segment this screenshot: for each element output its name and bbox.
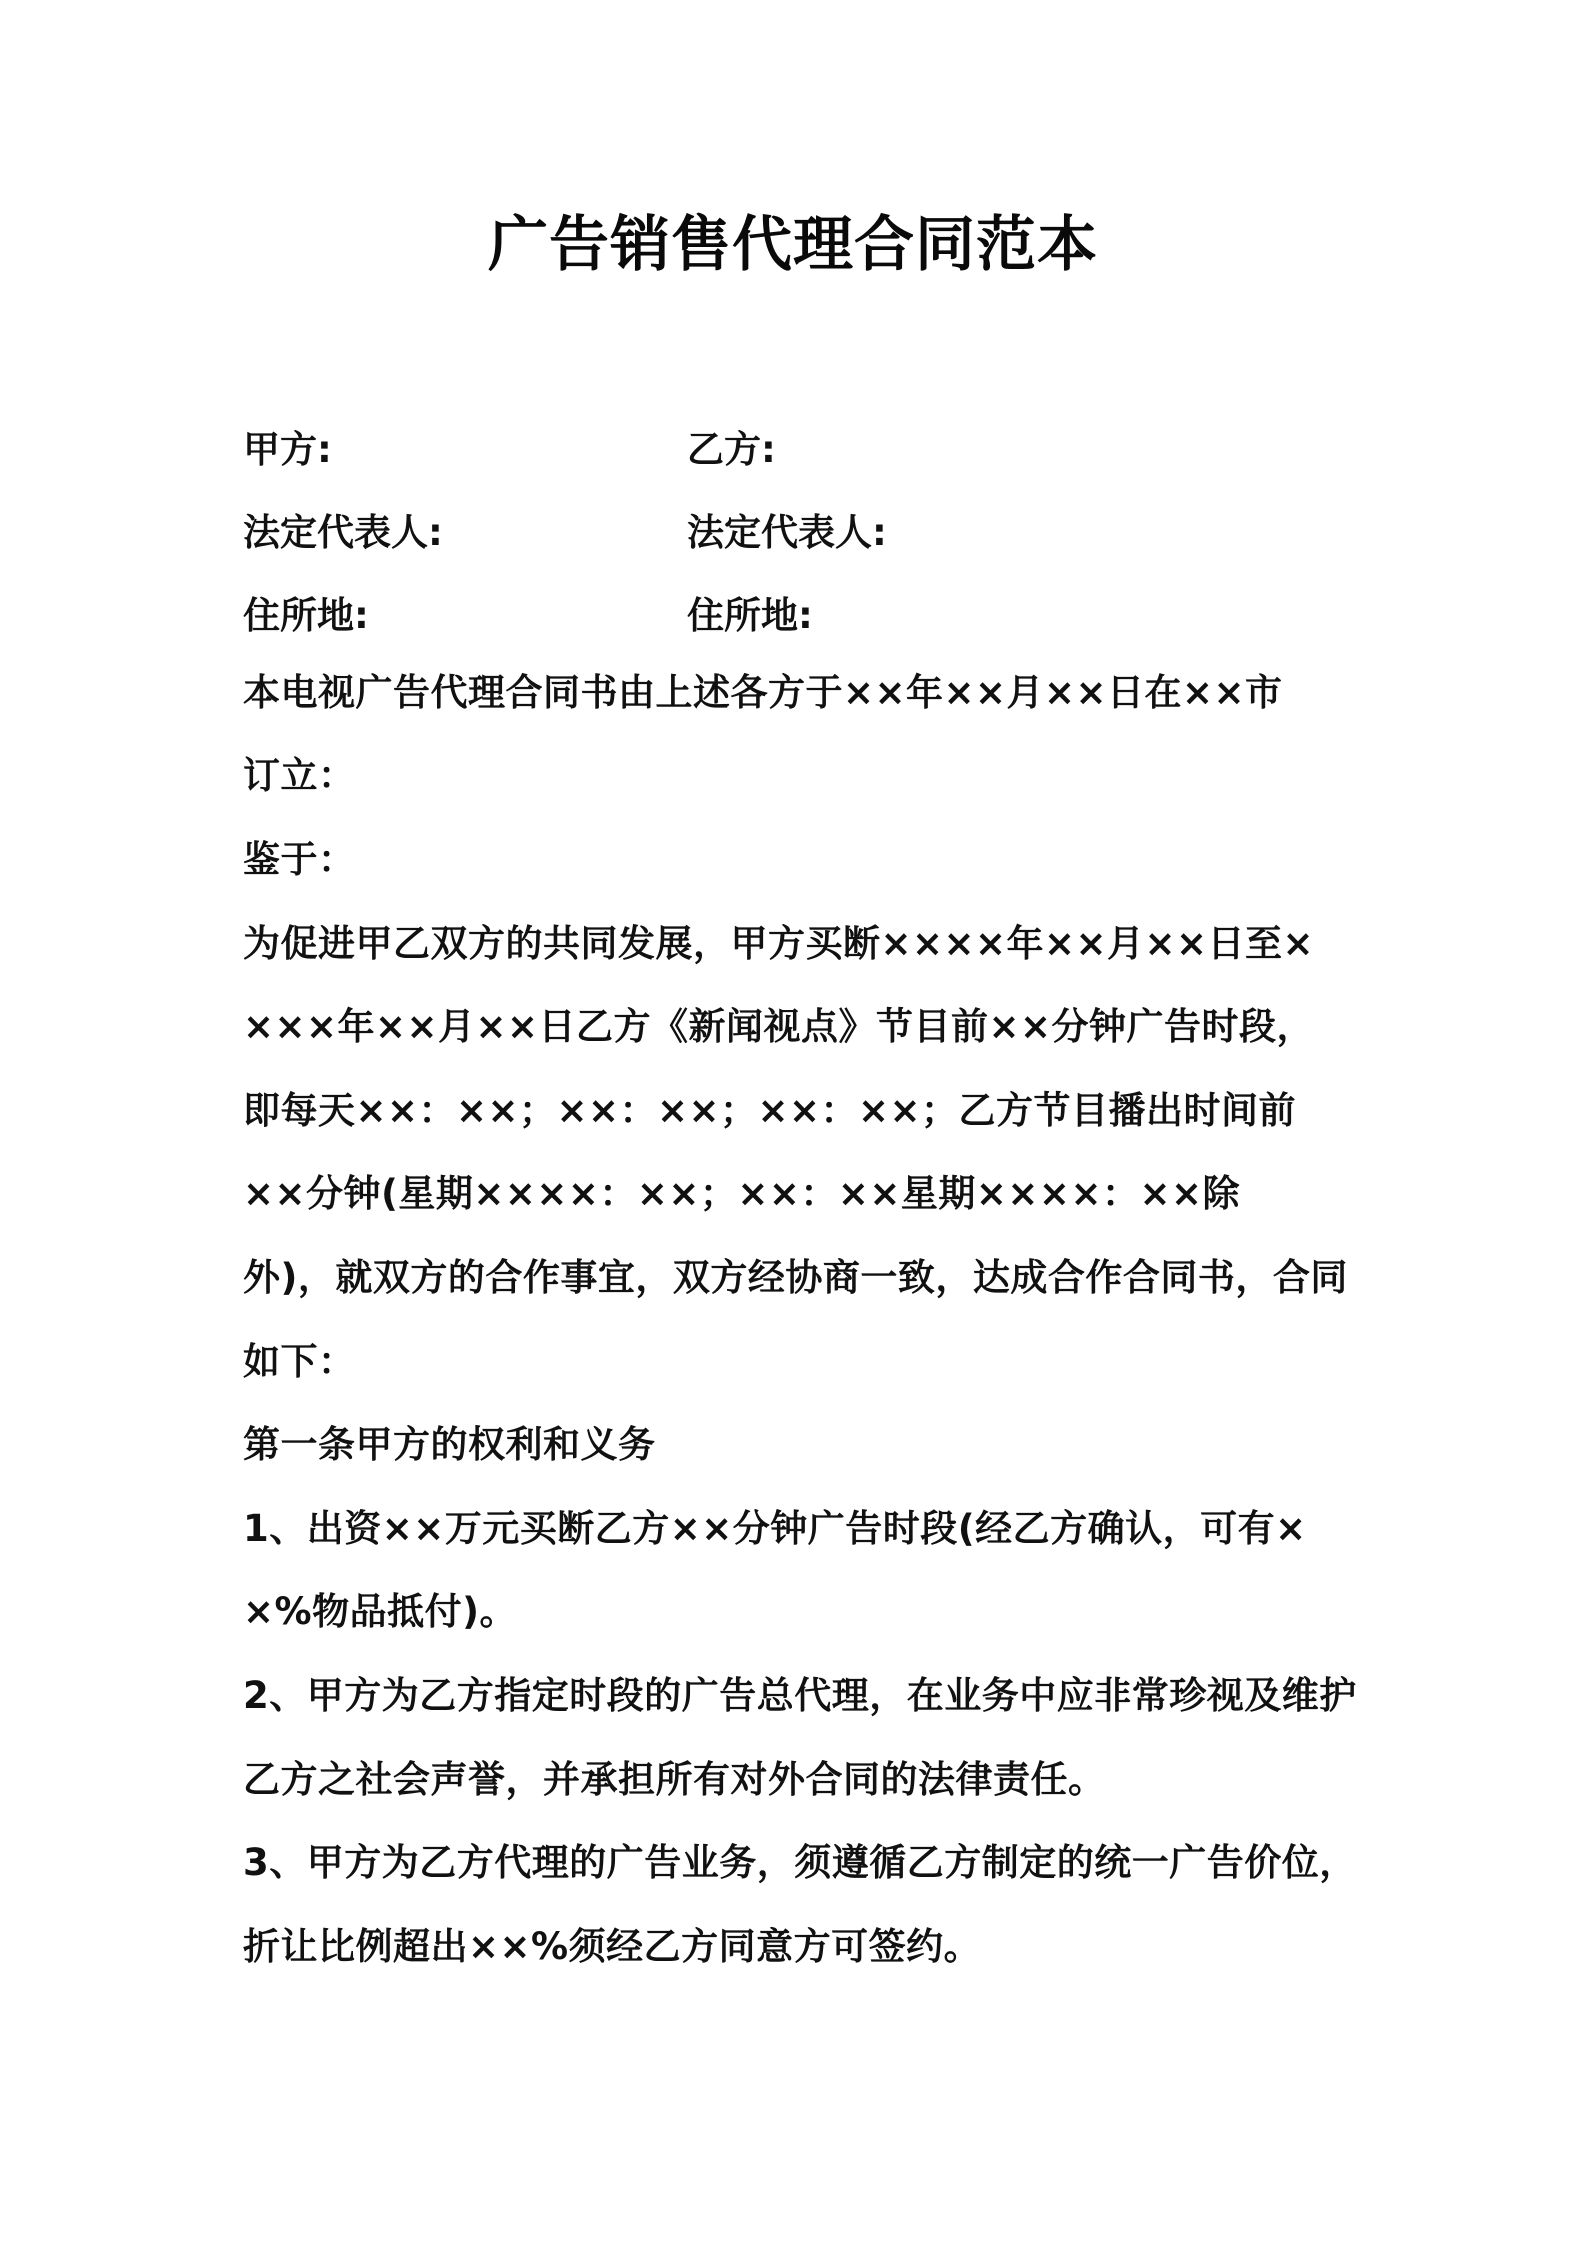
text-line: 外)，就双方的合作事宜，双方经协商一致，达成合作合同书，合同 [243, 1255, 1348, 1299]
document-title: 广告销售代理合同范本 [488, 210, 1098, 280]
parties-block [243, 404, 1353, 653]
party-a-representative-label: 法定代表人: [243, 510, 443, 554]
text-line: 3、甲方为乙方代理的广告业务，须遵循乙方制定的统一广告价位， [243, 1841, 1357, 1885]
text-line: 如下： [243, 1339, 356, 1383]
text-line: 订立： [243, 754, 356, 798]
text-line: 即每天××：××；××：××；××：××；乙方节目播出时间前 [243, 1088, 1297, 1132]
contract-body [243, 647, 1357, 1985]
party-a-label: 甲方: [243, 427, 332, 471]
text-line: 2、甲方为乙方指定时段的广告总代理，在业务中应非常珍视及维护 [243, 1673, 1357, 1717]
party-a-address-label: 住所地: [243, 593, 369, 637]
party-b-representative-label: 法定代表人: [687, 510, 887, 554]
text-line: ×%物品抵付)。 [243, 1590, 517, 1634]
text-line: ×××年××月××日乙方《新闻视点》节目前××分钟广告时段， [243, 1005, 1315, 1049]
text-line: 折让比例超出××%须经乙方同意方可签约。 [243, 1924, 982, 1968]
text-line: 鉴于： [243, 837, 356, 881]
text-line: 1、出资××万元买断乙方××分钟广告时段(经乙方确认，可有× [243, 1506, 1307, 1550]
party-row-name [243, 404, 1353, 487]
party-b-address-label: 住所地: [687, 593, 813, 637]
party-row-representative [243, 487, 1353, 570]
text-line: 本电视广告代理合同书由上述各方于××年××月××日在××市 [243, 670, 1283, 714]
party-row-address [243, 570, 1353, 653]
text-line: 为促进甲乙双方的共同发展，甲方买断××××年××月××日至× [243, 921, 1315, 965]
text-line: 乙方之社会声誉，并承担所有对外合同的法律责任。 [243, 1757, 1106, 1801]
text-line: ××分钟(星期××××：××；××：××星期××××：××除 [243, 1172, 1240, 1216]
section-heading: 第一条甲方的权利和义务 [243, 1423, 656, 1467]
party-b-label: 乙方: [687, 427, 776, 471]
